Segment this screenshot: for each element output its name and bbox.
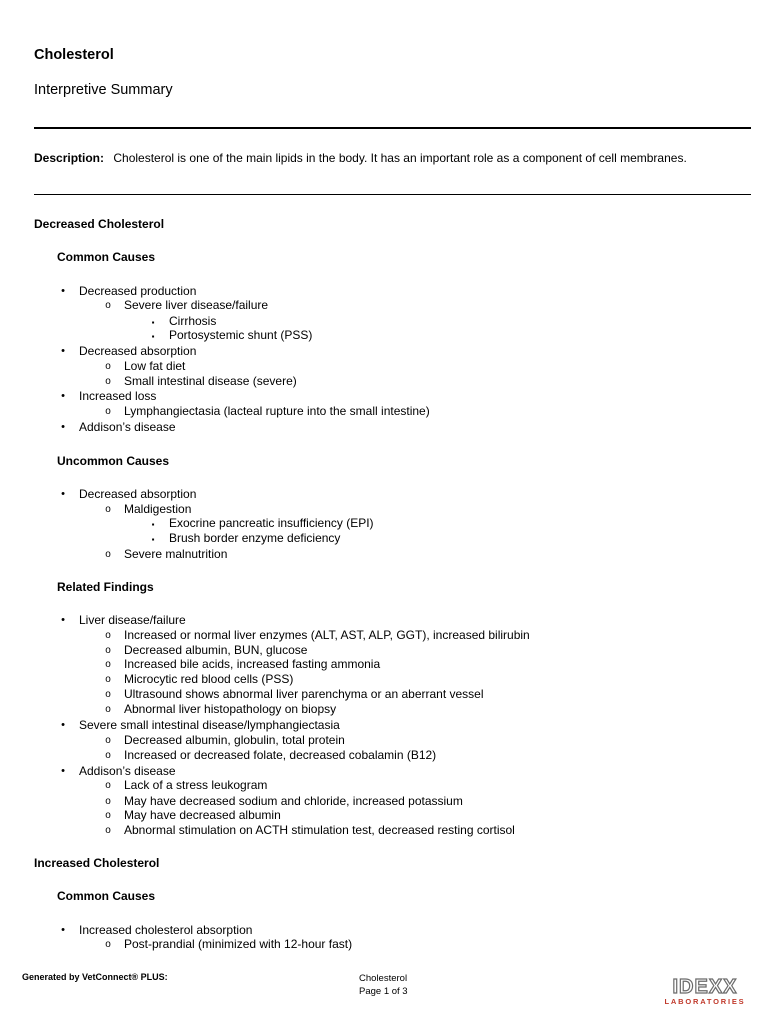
subheading-common-causes: Common Causes [57,250,156,264]
bullet: o [105,939,111,950]
bullet: • [61,345,65,357]
bullet: • [61,285,65,297]
list-item: o Maldigestion [124,502,191,517]
list-item: ▪ Portosystemic shunt (PSS) [169,328,312,343]
bullet: ▪ [151,535,155,544]
subheading-common-causes: Common Causes [57,889,156,903]
list-item: • Severe small intestinal disease/lymphangiectasia [79,718,340,733]
bullet: • [61,614,65,626]
list-item: o Decreased albumin, globulin, total protein [124,733,345,748]
list-item: • Decreased production [79,284,196,299]
logo-wordmark: IDEXX [672,976,738,998]
bullet: o [105,780,111,791]
list-item: • Increased cholesterol absorption [79,923,252,938]
list-item: o Lack of a stress leukogram [124,778,267,793]
page-title: Cholesterol [34,47,114,63]
bullet: o [105,735,111,746]
list-item: ▪ Cirrhosis [169,314,216,329]
list-item: ▪ Brush border enzyme deficiency [169,531,340,546]
bullet: • [61,421,65,433]
list-item: • Increased loss [79,389,156,404]
bullet: o [105,659,111,670]
bullet: • [61,765,65,777]
bullet: o [105,361,111,372]
list-item: • Liver disease/failure [79,613,186,628]
list-item: o Decreased albumin, BUN, glucose [124,643,307,658]
bullet: ▪ [151,318,155,327]
bullet: o [105,504,111,515]
subheading-uncommon-causes: Uncommon Causes [57,454,170,468]
bullet: o [105,810,111,821]
bullet: o [105,689,111,700]
list-item: o May have decreased albumin [124,808,281,823]
list-item: ▪ Exocrine pancreatic insufficiency (EPI) [169,516,374,531]
section-heading-decreased: Decreased Cholesterol [34,217,165,231]
bullet: ▪ [151,332,155,341]
list-item: o Abnormal liver histopathology on biopsy [124,702,336,717]
list-item: o Severe malnutrition [124,547,227,562]
bullet: o [105,674,111,685]
bullet: o [105,750,111,761]
list-item: o May have decreased sodium and chloride, increased potassium [124,794,463,809]
list-item: o Severe liver disease/failure [124,298,268,313]
bullet: • [61,719,65,731]
bullet: o [105,825,111,836]
list-item: • Addison’s disease [79,420,176,435]
divider [34,194,751,195]
list-item: o Ultrasound shows abnormal liver parenchyma or an aberrant vessel [124,687,484,702]
list-item: o Small intestinal disease (severe) [124,374,297,389]
description [34,151,687,165]
list-item: • Decreased absorption [79,487,196,502]
footer-generated-by: Generated by VetConnect® PLUS: [22,972,168,982]
divider [34,127,751,129]
bullet: o [105,796,111,807]
bullet: o [105,549,111,560]
idexx-logo [662,978,748,1006]
list-item: o Post-prandial (minimized with 12-hour fast) [124,937,352,952]
footer-page-info [359,972,408,998]
bullet: o [105,406,111,417]
section-heading-increased: Increased Cholesterol [34,856,160,870]
list-item: o Increased bile acids, increased fasting ammonia [124,657,380,672]
description-text: Cholesterol is one of the main lipids in the body. It has an important role as a component of cell membranes. [113,151,687,165]
list-item: • Addison’s disease [79,764,176,779]
bullet: • [61,390,65,402]
bullet: o [105,704,111,715]
list-item: o Lymphangiectasia (lacteal rupture into the small intestine) [124,404,430,419]
bullet: o [105,645,111,656]
subheading-related-findings: Related Findings [57,580,154,594]
page-subtitle: Interpretive Summary [34,82,173,98]
bullet: ▪ [151,520,155,529]
bullet: o [105,630,111,641]
list-item: o Low fat diet [124,359,185,374]
footer-page-number: Page 1 of 3 [359,986,408,997]
list-item: o Increased or normal liver enzymes (ALT, AST, ALP, GGT), increased bilirubin [124,628,530,643]
list-item: o Abnormal stimulation on ACTH stimulation test, decreased resting cortisol [124,823,515,838]
list-item: • Decreased absorption [79,344,196,359]
footer-doc-name: Cholesterol [359,973,408,984]
bullet: • [61,924,65,936]
list-item: o Microcytic red blood cells (PSS) [124,672,293,687]
list-item: o Increased or decreased folate, decreased cobalamin (B12) [124,748,436,763]
description-label: Description: [34,151,105,165]
bullet: o [105,300,111,311]
bullet: o [105,376,111,387]
bullet: • [61,488,65,500]
logo-subtext: LABORATORIES [664,997,746,1006]
